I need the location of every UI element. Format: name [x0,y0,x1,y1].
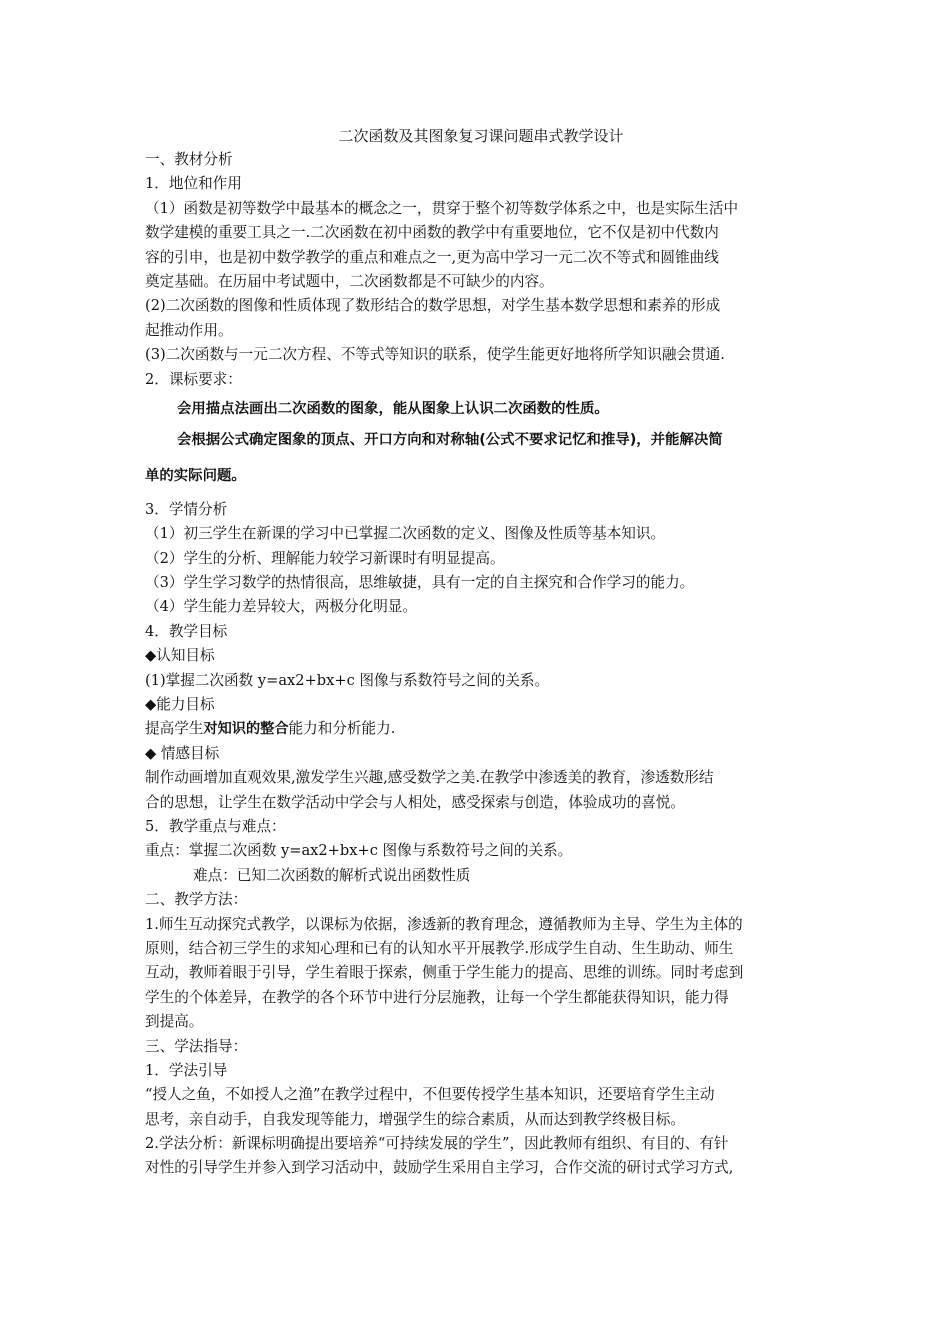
paragraph-line: 学生的个体差异，在教学的各个环节中进行分层施教，让每一个学生都能获得知识，能力得 [145,988,729,1006]
paragraph-line: “授人之鱼，不如授人之渔”在教学过程中，不但要传授学生基本知识，还要培育学生主动 [145,1086,715,1104]
paragraph-line: （2）学生的分析、理解能力较学习新课时有明显提高。 [145,549,505,567]
bold-requirement-line: 会根据公式确定图象的顶点、开口方向和对称轴(公式不要求记忆和推导)，并能解决简 [177,431,723,448]
section-heading-teaching-methods: 二、教学方法： [145,891,248,909]
paragraph-line: （1）初三学生在新课的学习中已掌握二次函数的定义、图像及性质等基本知识。 [145,525,666,543]
ability-text-after: 能力和分析能力. [288,720,396,738]
paragraph-line: (2)二次函数的图像和性质体现了数形结合的数学思想，对学生基本数学思想和素养的形成 [145,297,721,315]
section-heading-learning-guidance: 三、学法指导： [145,1037,248,1055]
paragraph-line: 1.师生互动探究式教学，以课标为依据，渗透新的教育理念，遵循教师为主导、学生为主体的 [145,915,743,933]
paragraph-line: (1)掌握二次函数 y=ax2+bx+c 图像与系数符号之间的关系。 [145,671,550,689]
paragraph-line: 合的思想，让学生在数学活动中学会与人相处，感受探索与创造，体验成功的喜悦。 [145,793,685,811]
section-heading-textbook-analysis: 一、教材分析 [145,151,233,168]
paragraph-line: 到提高。 [145,1013,204,1031]
key-point-line: 重点：掌握二次函数 y=ax2+bx+c 图像与系数符号之间的关系。 [145,842,573,860]
paragraph-line: 容的引申，也是初中数学教学的重点和难点之一,更为高中学习一元二次不等式和圆锥曲线 [145,248,719,266]
paragraph-line: （1）函数是初等数学中最基本的概念之一，贯穿于整个初等数学体系之中，也是实际生活中 [145,199,739,217]
goal-heading-cognitive: ◆认知目标 [145,647,215,665]
subheading-student-analysis: 3．学情分析 [145,500,228,518]
paragraph-line: 制作动画增加直观效果,激发学生兴趣,感受数学之美.在教学中渗透美的教育，渗透数形结 [145,769,714,787]
ability-text-before: 提高学生 [145,720,204,738]
ability-text-bold: 对知识的整合 [203,721,289,738]
paragraph-line: （4）学生能力差异较大，两极分化明显。 [145,598,417,616]
paragraph-line: 2.学法分析：新课标明确提出要培养“可持续发展的学生”，因此教师有组织、有目的、有针 [145,1135,729,1153]
paragraph-line: 原则，结合初三学生的求知心理和已有的认知水平开展教学.形成学生自动、生生助动、师生 [145,939,734,957]
bold-requirement-line: 单的实际问题。 [145,467,246,484]
paragraph-line: (3)二次函数与一元二次方程、不等式等知识的联系，使学生能更好地将所学知识融会贯通. [145,346,725,364]
goal-heading-emotional: ◆ 情感目标 [145,744,220,762]
paragraph-line: 互动，教师着眼于引导，学生着眼于探索，侧重于学生能力的提高、思维的训练。同时考虑到 [145,964,744,982]
paragraph-line: 奠定基础。在历届中考试题中，二次函数都是不可缺少的内容。 [145,272,554,290]
paragraph-line: 对性的引导学生并参入到学习活动中，鼓励学生采用自主学习，合作交流的研讨式学习方式, [145,1159,734,1177]
difficulty-line: 难点：已知二次函数的解析式说出函数性质 [193,866,471,884]
document-title: 二次函数及其图象复习课问题串式教学设计 [338,127,624,145]
paragraph-line: 起推动作用。 [145,321,233,339]
document-body [145,124,817,1181]
subheading-position-role: 1．地位和作用 [145,175,242,193]
paragraph-line: 数学建模的重要工具之一.二次函数在初中函数的教学中有重要地位，它不仅是初中代数内 [145,224,719,242]
paragraph-line: （3）学生学习数学的热情很高，思维敏捷，具有一定的自主探究和合作学习的能力。 [145,574,695,592]
bold-requirement-line: 会用描点法画出二次函数的图象，能从图象上认识二次函数的性质。 [177,400,609,417]
ability-goal-line [145,717,817,741]
subheading-curriculum-requirements: 2．课标要求： [145,370,242,388]
subheading-key-points: 5．教学重点与难点： [145,817,286,835]
subheading-learning-method-guide: 1．学法引导 [145,1061,228,1079]
subheading-teaching-goals: 4．教学目标 [145,622,228,640]
goal-heading-ability: ◆能力目标 [145,696,215,714]
paragraph-line: 思考，亲自动手，自我发现等能力，增强学生的综合素质，从而达到教学终极目标。 [145,1110,685,1128]
